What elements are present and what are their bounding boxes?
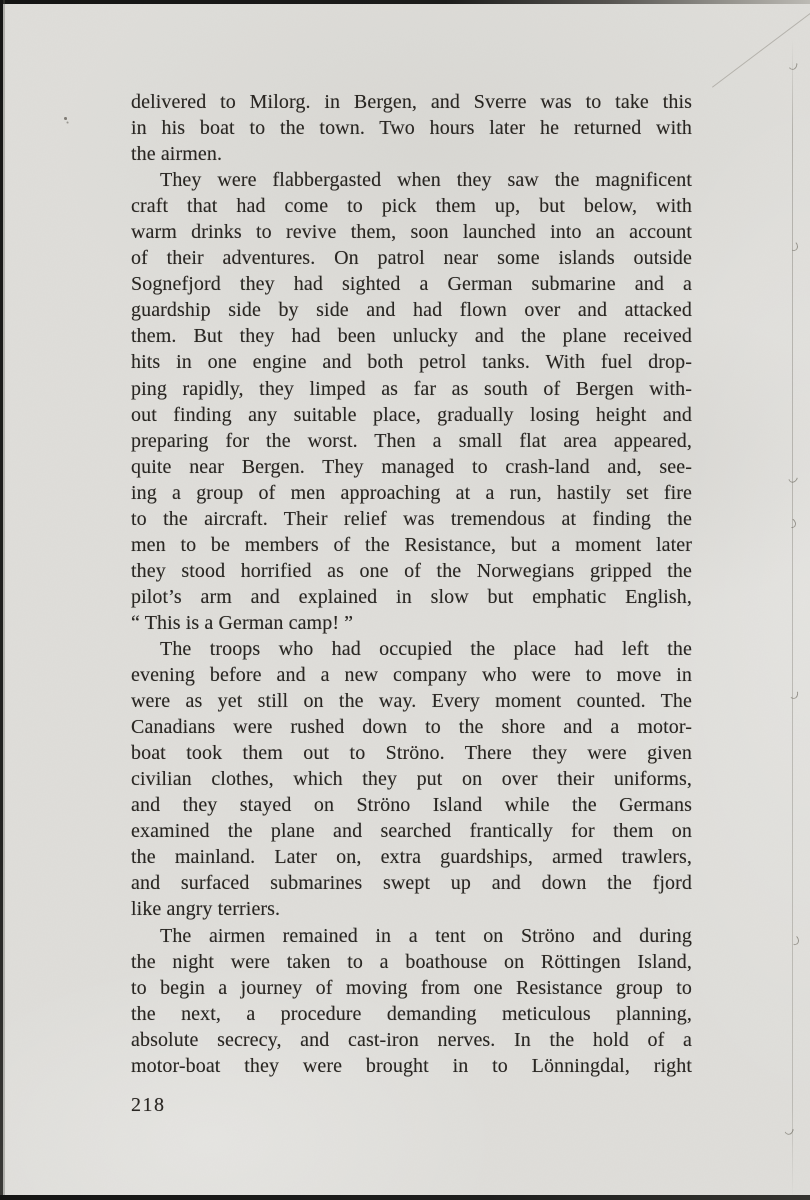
- corner-crease: [712, 1, 810, 87]
- text-line: to the aircraft. Their relief was tremendous at finding the: [131, 507, 692, 530]
- page-fold-line: [792, 38, 793, 1200]
- text-line: of their adventures. On patrol near some islands outside: [131, 247, 692, 270]
- text-line: ing a group of men approaching at a run, hastily set fire: [131, 481, 692, 504]
- text-line: to begin a journey of moving from one Resistance group to: [131, 976, 692, 999]
- stitch-mark: [787, 472, 799, 484]
- text-line: out finding any suitable place, gradually losing height and: [131, 403, 692, 426]
- text-line: warm drinks to revive them, soon launched into an account: [131, 221, 692, 244]
- stitch-mark: [788, 60, 799, 71]
- text-line: evening before and a new company who were to move in: [131, 664, 692, 687]
- text-line: absolute secrecy, and cast-iron nerves. In the hold of a: [131, 1028, 692, 1051]
- text-line: were as yet still on the way. Every moment counted. The: [131, 690, 692, 713]
- text-line: “ This is a German camp! ”: [131, 611, 354, 634]
- text-line: the mainland. Later on, extra guardships, armed trawlers,: [131, 846, 692, 869]
- text-line: like angry terriers.: [131, 898, 281, 921]
- scan-edge-bottom: [0, 1195, 810, 1200]
- text-line: Sognefjord they had sighted a German submarine and a: [131, 273, 692, 296]
- text-line: The airmen remained in a tent on Ströno and during: [160, 924, 692, 947]
- page-text: [131, 89, 692, 1079]
- text-line: the night were taken to a boathouse on Röttingen Island,: [131, 950, 692, 973]
- text-line: boat took them out to Ströno. There they were given: [131, 742, 692, 765]
- text-line: quite near Bergen. They managed to crash-land and, see-: [131, 455, 692, 478]
- text-line: in his boat to the town. Two hours later he returned with: [131, 117, 692, 140]
- text-line: the next, a procedure demanding meticulous planning,: [131, 1002, 692, 1025]
- stitch-mark: [789, 241, 799, 252]
- stitch-mark: [786, 518, 797, 530]
- text-line: men to be members of the Resistance, but a moment later: [131, 533, 692, 556]
- text-line: delivered to Milorg. in Bergen, and Sverre was to take this: [131, 91, 692, 113]
- text-line: Canadians were rushed down to the shore and a motor-: [131, 716, 692, 739]
- text-line: guardship side by side and had flown over and attacked: [131, 299, 692, 322]
- text-line: They were flabbergasted when they saw the magnificent: [160, 169, 692, 192]
- scan-edge-top: [0, 0, 810, 4]
- text-line: the airmen.: [131, 143, 223, 166]
- text-line: and they stayed on Ströno Island while the Germans: [131, 794, 692, 817]
- text-line: pilot’s arm and explained in slow but emphatic English,: [131, 585, 692, 608]
- page-number: 218: [131, 1094, 166, 1116]
- scan-edge-left-shadow: [3, 0, 5, 1200]
- text-line: hits in one engine and both petrol tanks. With fuel drop-: [131, 351, 692, 374]
- text-line: examined the plane and searched frantically for them on: [131, 820, 692, 843]
- text-line: ping rapidly, they limped as far as south of Bergen with-: [131, 377, 692, 400]
- ink-speck: [64, 117, 67, 120]
- text-line: and surfaced submarines swept up and down the fjord: [131, 872, 692, 895]
- text-line: they stood horrified as one of the Norwegians gripped the: [131, 559, 692, 582]
- text-line: civilian clothes, which they put on over their uniforms,: [131, 768, 692, 791]
- text-line: The troops who had occupied the place had left the: [160, 637, 692, 660]
- text-line: them. But they had been unlucky and the plane received: [131, 325, 692, 348]
- stitch-mark: [789, 689, 798, 699]
- text-line: motor-boat they were brought in to Lönningdal, right: [131, 1054, 692, 1077]
- text-line: craft that had come to pick them up, but below, with: [131, 195, 692, 218]
- text-line: preparing for the worst. Then a small flat area appeared,: [131, 429, 692, 452]
